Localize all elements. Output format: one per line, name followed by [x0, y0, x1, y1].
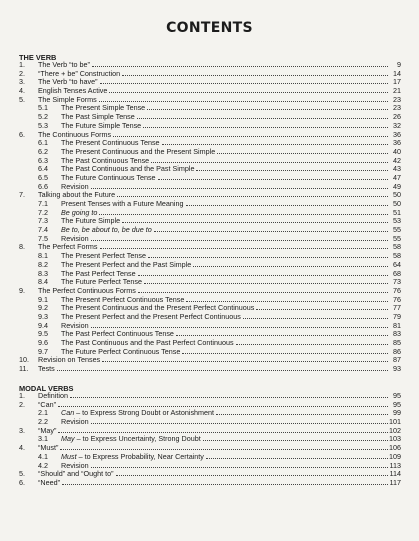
dot-leader — [144, 278, 388, 284]
toc-entry-number: 9.1 — [38, 294, 48, 304]
dot-leader — [138, 287, 388, 293]
toc-entry-title: The Perfect Continuous Forms — [38, 285, 136, 295]
toc-entry-page: 26 — [393, 112, 401, 122]
toc-entry-title: “Should” and “Ought to” — [38, 469, 114, 479]
toc-entry-title: Can – to Express Strong Doubt or Astonishment — [61, 408, 215, 418]
dot-leader — [70, 392, 388, 398]
toc-entry-title: The Present Perfect and the Past Simple — [61, 259, 192, 269]
toc-entry-title: The Future Continuous Tense — [61, 172, 156, 182]
toc-entry-page: 95 — [393, 391, 401, 400]
toc-entry-page: 102 — [389, 425, 401, 435]
toc-entry-page: 50 — [393, 199, 401, 208]
toc-entry-page: 55 — [393, 225, 401, 235]
toc-entry-number: 5.1 — [38, 103, 48, 113]
toc-entry-title: Present Tenses with a Future Meaning — [61, 199, 184, 208]
toc-entry-title: Revision on Tenses — [38, 355, 101, 365]
dot-leader — [99, 209, 388, 215]
toc-entry-page: 99 — [393, 408, 401, 418]
dot-leader — [256, 304, 388, 310]
toc-entry-title: “Must” — [38, 443, 59, 453]
dot-leader — [148, 252, 388, 258]
dot-leader — [193, 261, 388, 267]
dot-leader — [182, 348, 388, 354]
toc-entry-page: 109 — [389, 451, 401, 461]
toc-entry-number: 6.4 — [38, 164, 48, 174]
toc-entry-page: 95 — [393, 399, 401, 409]
toc-entry-title: The Present Perfect and the Present Perfect Continuous — [61, 311, 241, 321]
toc-entry-number: 6.2 — [38, 146, 48, 156]
toc-entry-number: 4.2 — [38, 460, 48, 470]
dot-leader — [92, 61, 388, 67]
dot-leader — [236, 339, 388, 345]
dot-leader — [62, 479, 388, 485]
toc-entry-title: The Past Perfect Continuous Tense — [61, 329, 174, 339]
toc-entry-page: 36 — [393, 138, 401, 148]
toc-entry-page: 113 — [389, 460, 401, 470]
toc-entry-title: Revision — [61, 181, 89, 191]
toc-entry-title: The Future Perfect Continuous Tense — [61, 346, 181, 356]
toc-entry-title: The Verb “to have” — [38, 77, 98, 87]
dot-leader — [91, 462, 388, 468]
dot-leader — [99, 96, 388, 102]
toc-entry-page: 14 — [393, 68, 401, 78]
toc-entry-number: 3. — [19, 77, 25, 87]
verb-toc-list — [0, 61, 419, 374]
toc-entry-number: 1. — [19, 391, 25, 400]
dot-leader — [138, 270, 388, 276]
dot-leader — [154, 226, 388, 232]
dot-leader — [206, 453, 388, 459]
toc-entry-page: 101 — [389, 417, 401, 427]
toc-entry-title: The Present Continuous Tense — [61, 138, 160, 148]
toc-entry — [0, 392, 419, 401]
toc-entry-page: 58 — [393, 251, 401, 261]
toc-entry-number: 8.4 — [38, 277, 48, 287]
toc-entry-page: 117 — [389, 477, 401, 487]
toc-entry-title: Must – to Express Probability, Near Certainty — [61, 451, 204, 461]
dot-leader — [91, 418, 388, 424]
toc-entry-number: 4.1 — [38, 451, 48, 461]
toc-entry-page: 36 — [393, 129, 401, 139]
toc-entry-title: “May” — [38, 425, 57, 435]
dot-leader — [91, 235, 388, 241]
toc-entry-title: The Future Simple Tense — [61, 120, 142, 130]
dot-leader — [109, 87, 388, 93]
toc-entry-page: 64 — [393, 259, 401, 269]
dot-leader — [117, 191, 388, 197]
toc-entry-page: 106 — [389, 443, 401, 453]
toc-entry-title: The Simple Forms — [38, 94, 97, 104]
toc-entry-title: The Future Simple — [61, 216, 121, 226]
toc-entry-title: Talking about the Future — [38, 190, 116, 200]
toc-entry-number: 8.3 — [38, 268, 48, 278]
dot-leader — [143, 122, 388, 128]
dot-leader — [116, 470, 388, 476]
dot-leader — [137, 113, 388, 119]
toc-entry-page: 93 — [393, 364, 401, 374]
dot-leader — [122, 217, 388, 223]
toc-entry-number: 10. — [19, 355, 29, 365]
toc-entry-number: 3.1 — [38, 434, 48, 444]
toc-entry-page: 51 — [393, 207, 401, 217]
toc-entry-page: 40 — [393, 146, 401, 156]
toc-entry-number: 7.3 — [38, 216, 48, 226]
toc-entry-page: 76 — [393, 294, 401, 304]
toc-entry-title: Revision — [61, 320, 89, 330]
toc-entry — [0, 435, 419, 444]
dot-leader — [60, 444, 388, 450]
toc-entry-page: 85 — [393, 338, 401, 347]
toc-entry-title: The Perfect Forms — [38, 242, 98, 252]
toc-entry — [0, 356, 419, 365]
toc-entry-title: The Continuous Forms — [38, 129, 112, 139]
toc-entry-page: 9 — [397, 60, 401, 69]
toc-entry-number: 8. — [19, 242, 25, 252]
dot-leader — [100, 78, 388, 84]
toc-entry-title: May – to Express Uncertainty, Strong Doubt — [61, 434, 201, 444]
toc-entry-page: 42 — [393, 155, 401, 165]
toc-entry-page: 68 — [393, 268, 401, 278]
dot-leader — [147, 104, 388, 110]
toc-entry-number: 8.2 — [38, 259, 48, 269]
toc-entry-number: 9.5 — [38, 329, 48, 339]
toc-entry-page: 55 — [393, 233, 401, 243]
dot-leader — [186, 296, 388, 302]
dot-leader — [122, 70, 388, 76]
toc-entry-page: 73 — [393, 277, 401, 287]
toc-entry — [0, 365, 419, 374]
toc-entry-number: 4. — [19, 443, 25, 453]
toc-entry-page: 77 — [393, 303, 401, 313]
modal-toc-list — [0, 392, 419, 488]
toc-entry-number: 5. — [19, 469, 25, 479]
toc-entry-number: 2.1 — [38, 408, 48, 418]
dot-leader — [196, 165, 388, 171]
toc-entry-number: 7.5 — [38, 233, 48, 243]
toc-entry-number: 6. — [19, 477, 25, 487]
dot-leader — [186, 200, 388, 206]
toc-entry-number: 5.3 — [38, 120, 48, 130]
toc-entry-number: 7.1 — [38, 199, 48, 208]
dot-leader — [58, 427, 388, 433]
toc-entry-title: Tests — [38, 364, 55, 374]
toc-entry-title: “Can” — [38, 399, 56, 409]
toc-entry-number: 7.2 — [38, 207, 48, 217]
toc-entry-number: 11. — [19, 364, 29, 374]
page-title: CONTENTS — [166, 20, 253, 36]
toc-entry-page: 49 — [393, 181, 401, 191]
toc-entry — [0, 470, 419, 479]
toc-entry-number: 4. — [19, 86, 25, 96]
toc-entry-number: 9.2 — [38, 303, 48, 313]
toc-entry-number: 9.4 — [38, 320, 48, 330]
toc-entry-title: English Tenses Active — [38, 86, 108, 96]
toc-entry-page: 87 — [393, 355, 401, 365]
modal-section-heading: MODAL VERBS — [19, 384, 74, 393]
toc-entry-number: 5. — [19, 94, 25, 104]
toc-entry-number: 6.3 — [38, 155, 48, 165]
dot-leader — [113, 131, 388, 137]
toc-entry-number: 9.7 — [38, 346, 48, 356]
toc-entry-number: 7.4 — [38, 225, 48, 235]
toc-entry-page: 47 — [393, 172, 401, 182]
toc-entry-number: 6.1 — [38, 138, 48, 148]
dot-leader — [57, 365, 388, 371]
dot-leader — [203, 435, 388, 441]
dot-leader — [217, 148, 388, 154]
toc-entry-title: The Present Perfect Continuous Tense — [61, 294, 185, 304]
dot-leader — [162, 139, 388, 145]
toc-entry-page: 43 — [393, 164, 401, 174]
toc-entry-number: 5.2 — [38, 112, 48, 122]
dot-leader — [91, 183, 388, 189]
dot-leader — [151, 157, 388, 163]
toc-entry-title: The Present Continuous and the Present Simple — [61, 146, 216, 156]
toc-entry-number: 9.3 — [38, 311, 48, 321]
toc-entry-title: The Past Continuous Tense — [61, 155, 150, 165]
toc-entry-page: 58 — [393, 242, 401, 252]
toc-entry-title: “There + be” Construction — [38, 68, 121, 78]
toc-entry-number: 2. — [19, 68, 25, 78]
toc-entry-number: 2. — [19, 399, 25, 409]
toc-entry-title: Be going to — [61, 207, 98, 217]
toc-entry-title: The Future Perfect Tense — [61, 277, 142, 287]
toc-entry-title: The Past Simple Tense — [61, 112, 135, 122]
verb-section-heading: THE VERB — [19, 53, 57, 62]
toc-entry-page: 86 — [393, 346, 401, 356]
toc-entry-title: Revision — [61, 460, 89, 470]
toc-entry-page: 76 — [393, 285, 401, 295]
toc-entry-title: The Past Continuous and the Past Perfect Continuous — [61, 338, 234, 347]
toc-entry — [0, 418, 419, 427]
dot-leader — [216, 409, 388, 415]
toc-entry-title: The Verb “to be” — [38, 60, 90, 69]
toc-entry-page: 114 — [389, 469, 401, 479]
toc-entry-page: 50 — [393, 190, 401, 200]
toc-entry-title: Revision — [61, 233, 89, 243]
toc-entry-title: The Present Perfect Tense — [61, 251, 146, 261]
toc-entry-number: 6. — [19, 129, 25, 139]
dot-leader — [100, 243, 388, 249]
dot-leader — [243, 313, 388, 319]
toc-entry-number: 7. — [19, 190, 25, 200]
toc-entry-title: Definition — [38, 391, 68, 400]
dot-leader — [158, 174, 388, 180]
toc-entry-page: 79 — [393, 311, 401, 321]
dot-leader — [58, 401, 388, 407]
toc-entry-page: 23 — [393, 103, 401, 113]
toc-entry-title: Revision — [61, 417, 89, 427]
toc-entry-title: Be to, be about to, be due to — [61, 225, 152, 235]
toc-entry-number: 3. — [19, 425, 25, 435]
toc-entry-page: 83 — [393, 329, 401, 339]
toc-entry-title: The Present Continuous and the Present Perfect Continuous — [61, 303, 255, 313]
toc-entry-number: 6.6 — [38, 181, 48, 191]
toc-entry-page: 53 — [393, 216, 401, 226]
toc-entry-number: 8.1 — [38, 251, 48, 261]
toc-entry-page: 23 — [393, 94, 401, 104]
toc-entry-page: 103 — [389, 434, 401, 444]
dot-leader — [91, 322, 388, 328]
toc-entry-number: 6.5 — [38, 172, 48, 182]
dot-leader — [102, 356, 388, 362]
toc-entry — [0, 479, 419, 488]
toc-entry-title: “Need” — [38, 477, 60, 487]
toc-entry-title: The Past Perfect Tense — [61, 268, 136, 278]
toc-entry-number: 2.2 — [38, 417, 48, 427]
dot-leader — [176, 330, 388, 336]
toc-entry-page: 17 — [393, 77, 401, 87]
toc-entry-title: The Present Simple Tense — [61, 103, 146, 113]
toc-entry-number: 9. — [19, 285, 25, 295]
toc-entry-number: 1. — [19, 60, 25, 69]
toc-entry-page: 32 — [393, 120, 401, 130]
toc-entry-title: The Past Continuous and the Past Simple — [61, 164, 195, 174]
toc-entry-page: 21 — [393, 86, 401, 96]
toc-entry-number: 9.6 — [38, 338, 48, 347]
toc-entry-page: 81 — [393, 320, 401, 330]
